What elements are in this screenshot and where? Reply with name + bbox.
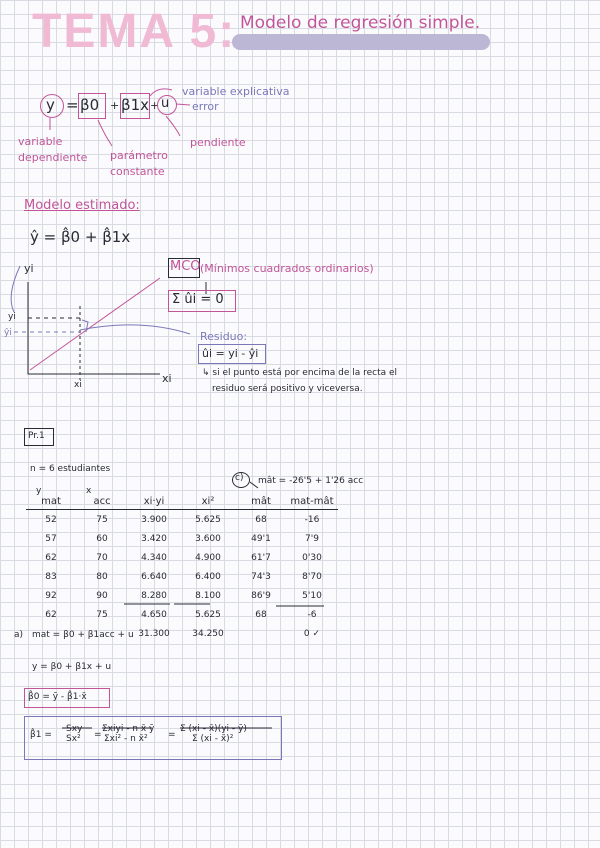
- model-plus-1: +: [110, 99, 120, 112]
- table-cell: -6: [307, 609, 317, 620]
- beta1-f3-numerator: Σ (xi - x̄)(yi - ȳ): [180, 724, 247, 734]
- label-parametro: parámetro constante: [110, 149, 168, 178]
- data-table: [26, 496, 338, 643]
- table-cell: 4.900: [195, 552, 221, 563]
- model-equation: y = β0 + β1x + u: [32, 662, 112, 672]
- table-cell: 68: [255, 514, 267, 525]
- table-cell: 52: [45, 514, 57, 525]
- table-cell: 3.900: [141, 514, 167, 525]
- estimated-heading: Modelo estimado:: [24, 198, 140, 213]
- residuo-label: Residuo:: [200, 330, 248, 343]
- table-cell: 5.625: [195, 609, 221, 620]
- label-dependiente: variable dependiente: [18, 135, 88, 164]
- table-row: [26, 586, 338, 605]
- beta1-hat-box: [24, 716, 282, 760]
- mco-label: MCO: [170, 259, 201, 274]
- residuo-note-2: residuo será positivo y viceversa.: [212, 384, 363, 394]
- beta1-f1-denominator: Sx²: [66, 734, 81, 744]
- table-cell: 60: [96, 533, 108, 544]
- table-cell: 4.650: [141, 609, 167, 620]
- header-mark-x: x: [86, 486, 92, 496]
- table-row: [26, 510, 338, 530]
- residuo-note-1: ↳ si el punto está por encima de la recta el: [202, 368, 398, 378]
- table-cell: 61'7: [251, 552, 271, 563]
- model-u: u: [161, 96, 170, 111]
- point-yi-label: yi: [8, 312, 16, 322]
- table-cell: 68: [255, 609, 267, 620]
- table-header-row: [26, 496, 338, 510]
- point-yhat-label: ŷi: [4, 328, 12, 338]
- page-title: TEMA 5:: [32, 5, 237, 58]
- mco-description: (Mínimos cuadrados ordinarios): [200, 262, 374, 275]
- table-cell: 0'30: [302, 552, 322, 563]
- header-residual: mat-mât: [286, 496, 338, 510]
- model-beta1x: β1x: [121, 96, 149, 114]
- beta1-hat-lhs: β̂1 =: [30, 730, 52, 740]
- model-beta0: β0: [80, 96, 100, 114]
- axis-x-label: xi: [162, 372, 172, 385]
- beta1-eq-1: =: [94, 730, 102, 740]
- label-explicativa: variable explicativa: [182, 85, 290, 98]
- point-xi-label: xi: [74, 380, 82, 390]
- residuo-formula: ûi = yi - ŷi: [202, 347, 259, 360]
- table-row: [26, 529, 338, 548]
- beta1-eq-2: =: [168, 730, 176, 740]
- beta0-hat-formula: β̂0 = ȳ - β̂1·x̄: [28, 692, 87, 702]
- part-c-equation: mât = -26'5 + 1'26 acc: [258, 476, 364, 486]
- table-total-xi2: 34.250: [192, 628, 224, 639]
- header-xiyi: xi·yi: [128, 496, 180, 510]
- model-y: y: [46, 96, 55, 114]
- label-pendiente: pendiente: [190, 136, 246, 149]
- table-cell: 8.280: [141, 590, 167, 601]
- table-cell: 6.400: [195, 571, 221, 582]
- table-row: [26, 548, 338, 567]
- table-row: [26, 605, 338, 624]
- label-error: error: [192, 100, 219, 113]
- axis-y-label: yi: [24, 262, 34, 275]
- beta1-f3-denominator: Σ (xi - x̄)²: [192, 734, 234, 744]
- table-cell: 75: [96, 609, 108, 620]
- header-mark-y: y: [36, 486, 42, 496]
- table-cell: 4.340: [141, 552, 167, 563]
- table-cell: 92: [45, 590, 57, 601]
- part-a-label: a): [14, 630, 24, 640]
- table-cell: 8.100: [195, 590, 221, 601]
- table-cell: 75: [96, 514, 108, 525]
- n-students: n = 6 estudiantes: [30, 464, 111, 474]
- table-cell: 57: [45, 533, 57, 544]
- table-cell: 49'1: [251, 533, 271, 544]
- sum-residuals: Σ ûi = 0: [172, 292, 224, 307]
- table-cell: -16: [304, 514, 320, 525]
- table-cell: 6.640: [141, 571, 167, 582]
- page-subtitle: Modelo de regresión simple.: [240, 13, 481, 33]
- table-cell: 80: [96, 571, 108, 582]
- table-cell: 8'70: [302, 571, 322, 582]
- estimated-equation: ŷ = β̂0 + β̂1x: [30, 228, 131, 246]
- exercise-label: Pr.1: [28, 431, 45, 441]
- table-cell: [236, 624, 286, 643]
- table-cell: 70: [96, 552, 108, 563]
- table-cell: 3.420: [141, 533, 167, 544]
- part-a-equation: mat = β0 + β1acc + u: [32, 630, 134, 640]
- beta1-f2-numerator: Σxiyi - n x̄ ȳ: [102, 724, 155, 734]
- model-equals: =: [66, 96, 79, 114]
- header-xi2: xi²: [180, 496, 236, 510]
- table-cell: 74'3: [251, 571, 271, 582]
- table-cell: 7'9: [305, 533, 319, 544]
- table-cell: 83: [45, 571, 57, 582]
- model-plus-2: +: [150, 99, 160, 112]
- table-row: [26, 567, 338, 586]
- beta1-f1-numerator: Sxy: [66, 724, 83, 734]
- beta1-f2-denominator: Σxi² - n x̄²: [104, 734, 148, 744]
- table-total-xiyi: 31.300: [138, 628, 170, 639]
- header-acc: acc: [76, 496, 128, 510]
- part-c-label: c): [235, 473, 244, 483]
- header-mat: mat: [26, 496, 76, 510]
- header-mat-hat: mât: [236, 496, 286, 510]
- table-cell: 62: [45, 552, 57, 563]
- table-total-residual: 0 ✓: [303, 628, 321, 639]
- table-cell: 86'9: [251, 590, 271, 601]
- table-cell: 62: [45, 609, 57, 620]
- table-cell: 5.625: [195, 514, 221, 525]
- table-cell: 90: [96, 590, 108, 601]
- table-cell: 5'10: [302, 590, 322, 601]
- table-cell: 3.600: [195, 533, 221, 544]
